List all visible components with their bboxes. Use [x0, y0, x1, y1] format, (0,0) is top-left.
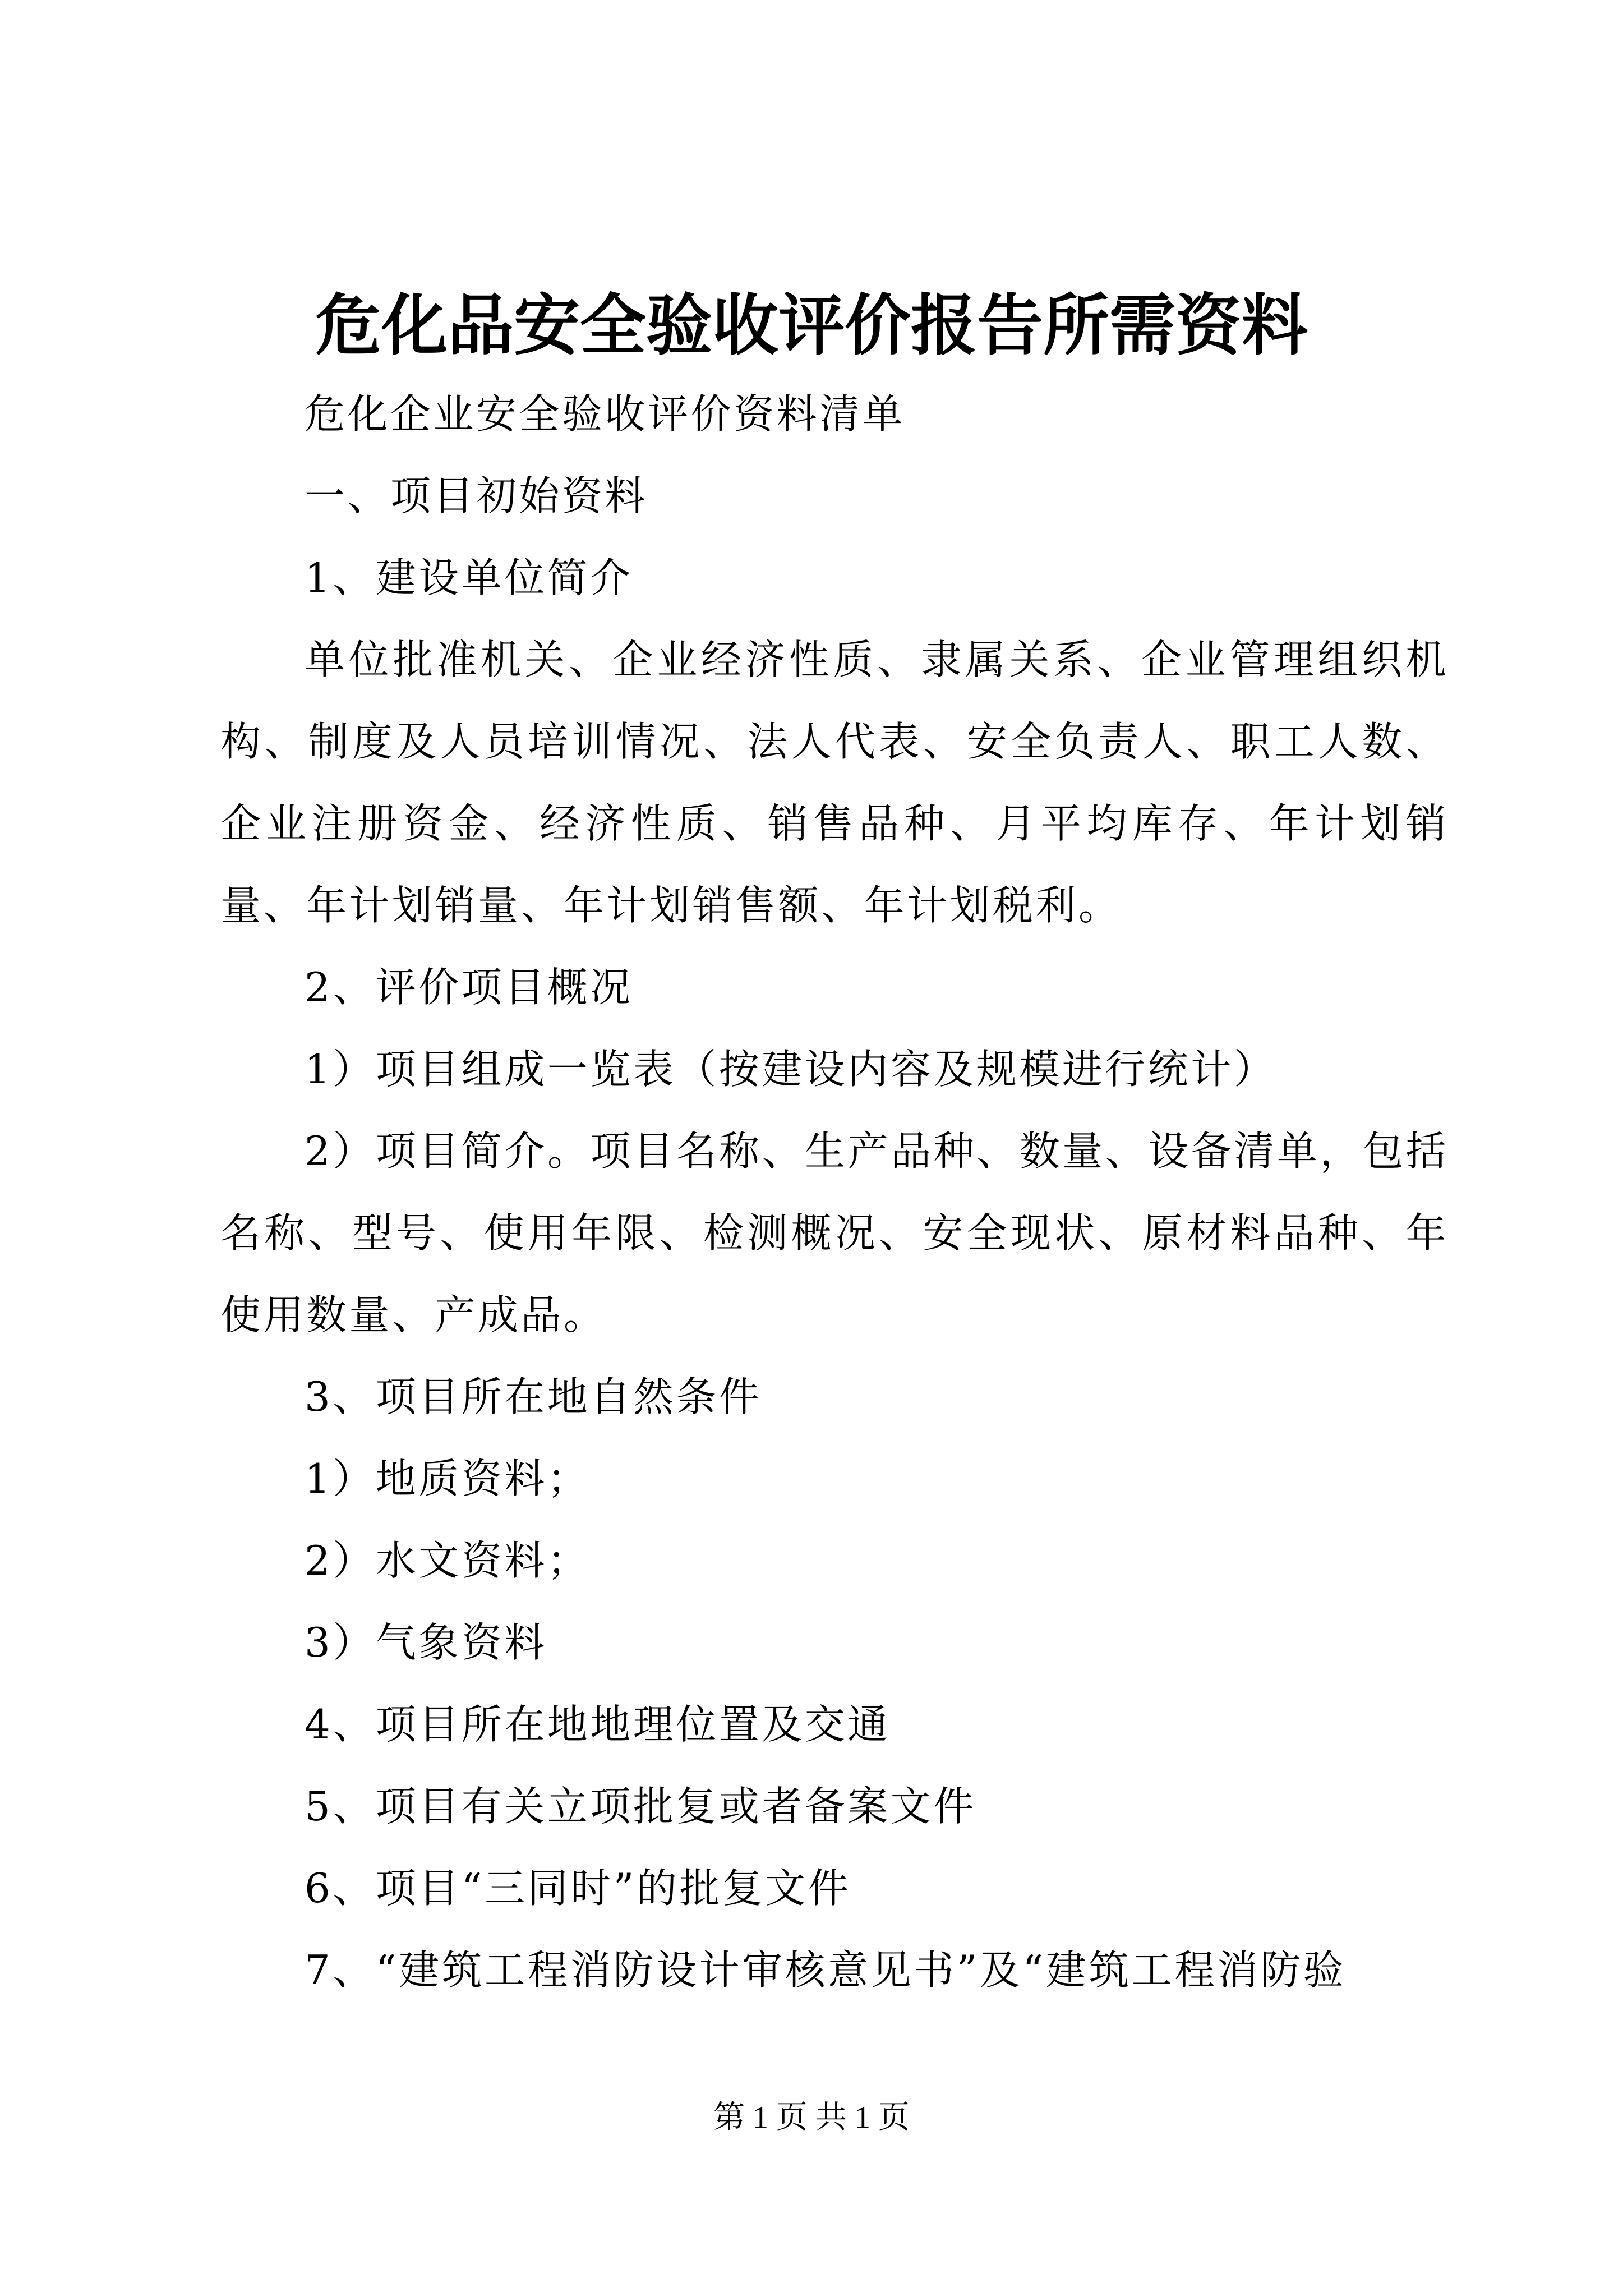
document-body [220, 373, 1449, 2011]
paragraph-item-2-2: 2）项目简介。项目名称、生产品种、数量、设备清单，包括名称、型号、使用年限、检测概况、安全现状、原材料品种、年使用数量、产成品。 [220, 1128, 1449, 1338]
page-footer: 第 1 页 共 1 页 [713, 2100, 910, 2135]
paragraph-item-2-1: 1）项目组成一览表（按建设内容及规模进行统计） [305, 1046, 1277, 1093]
paragraph-item-3: 3、项目所在地自然条件 [305, 1373, 762, 1420]
paragraph-item-3-1: 1）地质资料； [305, 1455, 591, 1502]
paragraph-item-1: 1、建设单位简介 [305, 554, 633, 601]
paragraph-section-1: 一、项目初始资料 [305, 472, 648, 519]
paragraph-item-7: 7、“建筑工程消防设计审核意见书”及“建筑工程消防验 [305, 1947, 1347, 1994]
paragraph-item-2: 2、评价项目概况 [305, 964, 633, 1011]
document-title: 危化品安全验收评价报告所需资料 [315, 286, 1308, 364]
paragraph-item-3-2: 2）水文资料； [305, 1537, 591, 1584]
paragraph-item-3-3: 3）气象资料 [305, 1619, 547, 1666]
paragraph-subtitle: 危化企业安全验收评价资料清单 [305, 390, 906, 438]
paragraph-item-5: 5、项目有关立项批复或者备案文件 [305, 1783, 976, 1830]
paragraph-unit-details: 单位批准机关、企业经济性质、隶属关系、企业管理组织机构、制度及人员培训情况、法人代表、安全负责人、职工人数、企业注册资金、经济性质、销售品种、月平均库存、年计划销量、年计划销量、年计划销售额、年计划税利。 [220, 636, 1449, 929]
paragraph-item-4: 4、项目所在地地理位置及交通 [305, 1701, 891, 1748]
paragraph-item-6: 6、项目“三同时”的批复文件 [305, 1865, 851, 1912]
